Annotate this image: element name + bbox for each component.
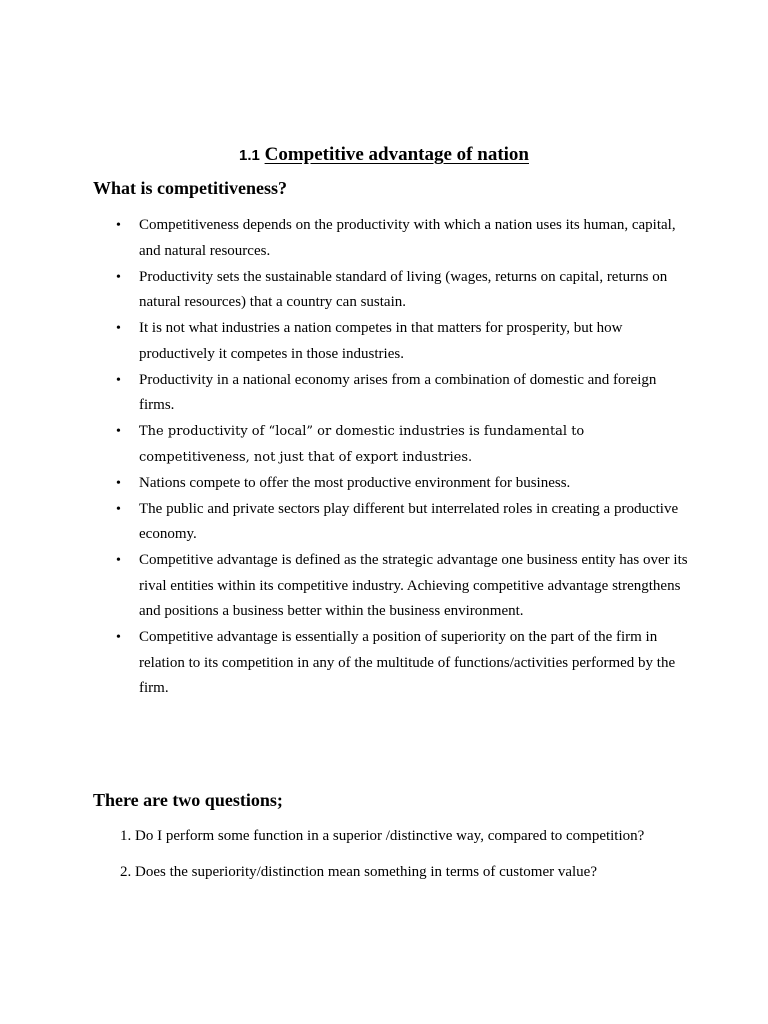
- bullet-text: Competitive advantage is essentially a position of superiority on the part of the firm in relation to its competition in any of the multitude of functions/activities performed by the firm.: [139, 629, 676, 696]
- bullet-icon: •: [116, 218, 121, 233]
- list-item: [0, 316, 768, 367]
- bullet-text: The public and private sectors play different but interrelated roles in creating a productive economy.: [139, 500, 679, 542]
- question-list: [0, 825, 768, 897]
- list-item: [0, 625, 768, 702]
- bullet-icon: •: [116, 269, 121, 285]
- list-item: [0, 548, 768, 625]
- heading-two-questions: There are two questions;: [93, 790, 283, 810]
- bullet-icon: •: [116, 475, 121, 491]
- question-item: 2. Does the superiority/distinction mean something in terms of customer value?: [120, 864, 597, 880]
- section-number: 1.1: [238, 147, 260, 164]
- bullet-text: Competitive advantage is defined as the strategic advantage one business entity has over its rival entities within its competitive industry. Achieving competitive advantage strengthens and positions a business better within the business environment.: [139, 552, 688, 619]
- bullet-text: Nations compete to offer the most productive environment for business.: [139, 474, 571, 491]
- bullet-icon: •: [116, 501, 121, 517]
- list-item: [0, 471, 768, 497]
- bullet-icon: •: [116, 553, 121, 568]
- list-item: [0, 419, 768, 470]
- bullet-icon: •: [116, 372, 121, 388]
- list-item: [0, 368, 768, 419]
- section-title: Competitive advantage of nation: [264, 144, 529, 165]
- bullet-icon: •: [116, 321, 121, 336]
- bullet-icon: •: [116, 424, 121, 439]
- list-item: [0, 265, 768, 316]
- list-item: [0, 497, 768, 548]
- heading-what-is-competitiveness: What is competitiveness?: [93, 178, 287, 198]
- page-title: [0, 143, 768, 168]
- bullet-text: Competitiveness depends on the productivity with which a nation uses its human, capital, and natural resources.: [139, 217, 676, 259]
- bullet-text: Productivity sets the sustainable standard of living (wages, returns on capital, returns on natural resources) that a country can sustain.: [139, 268, 668, 310]
- list-item: [0, 213, 768, 264]
- bullet-icon: •: [116, 630, 121, 645]
- bullet-text: It is not what industries a nation competes in that matters for prosperity, but how productively it competes in those industries.: [139, 320, 623, 362]
- question-item: 1. Do I perform some function in a superior /distinctive way, compared to competition?: [120, 828, 645, 844]
- bullet-text: The productivity of “local” or domestic industries is fundamental to competitiveness, not just that of export industries.: [139, 424, 585, 465]
- bullet-text: Productivity in a national economy arises from a combination of domestic and foreign firms.: [139, 371, 657, 413]
- bullet-list: [0, 213, 768, 702]
